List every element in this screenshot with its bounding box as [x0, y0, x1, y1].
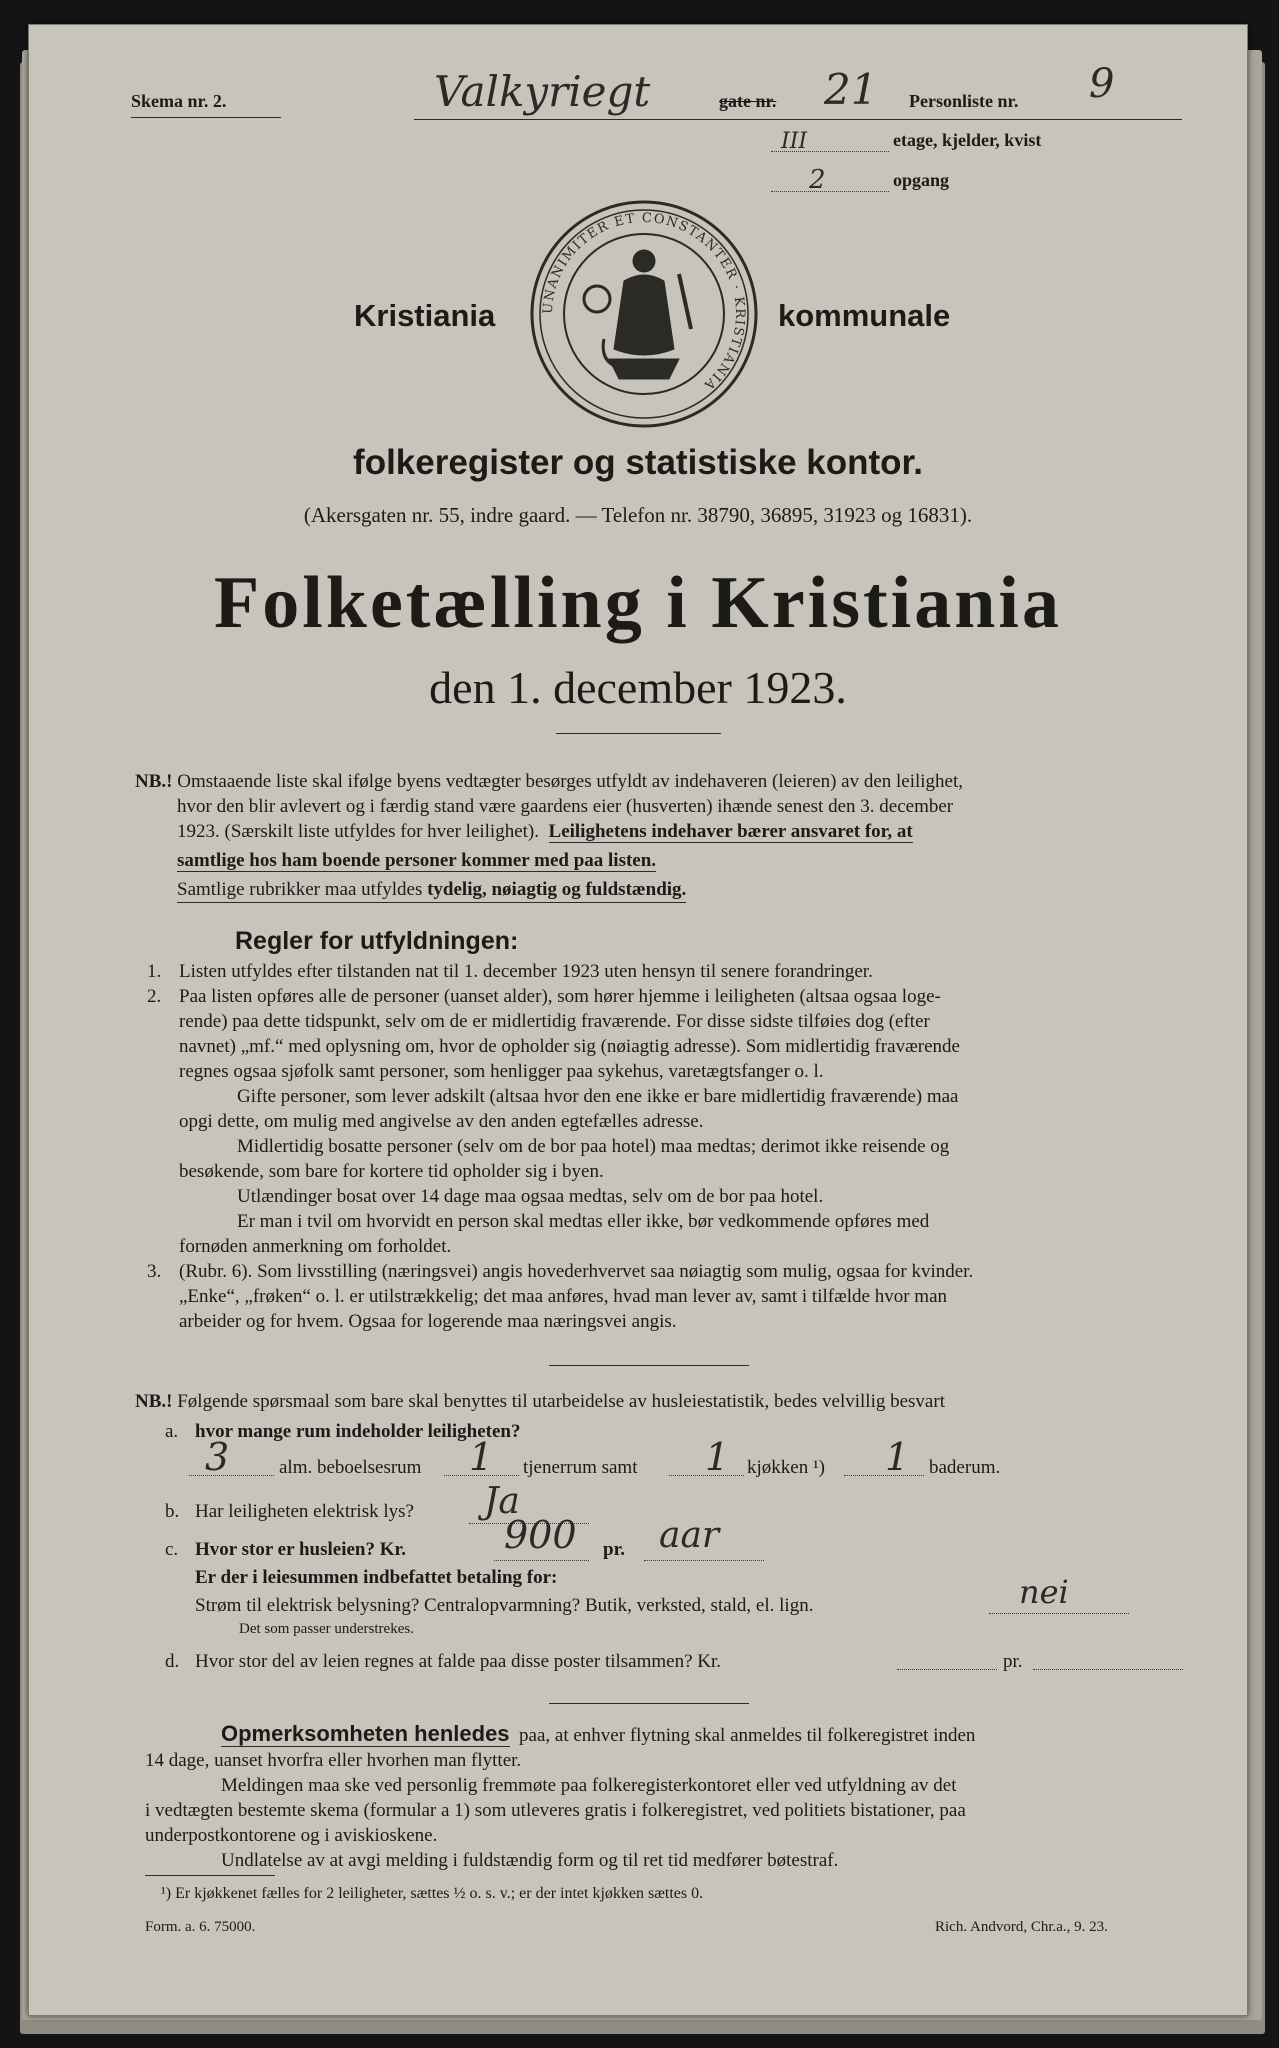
rooms-count-line — [189, 1475, 274, 1476]
opgang-dotted-line — [771, 191, 889, 192]
nb-line-2: hvor den blir avlevert og i færdig stand være gaardens eier (husverten) ihænde senest den 3. december — [177, 796, 954, 817]
housing-nb-label: NB.! — [135, 1391, 173, 1412]
rule-2-number: 2. — [147, 986, 162, 1007]
nb-line-5b: tydelig, nøiagtig og fuldstændig. — [427, 879, 687, 900]
personliste-number-handwritten: 9 — [1089, 61, 1115, 107]
seal-ring-text: UNANIMITER ET CONSTANTER · KRISTIANIA — [540, 210, 748, 394]
moving-notice — [145, 1721, 1187, 1873]
rule-3-line-2: „Enke“, „frøken“ o. l. er utilstrækkelig; det maa anføres, hvad man lever av, samt i tilfælde hvor man — [179, 1286, 948, 1307]
nb-line-5a: Samtlige rubrikker maa utfyldes — [177, 879, 428, 900]
rule-3-line-3: arbeider og for hvem. Ogsaa for logerende maa næringsvei angis. — [179, 1311, 677, 1332]
gate-number-handwritten: 21 — [824, 65, 878, 114]
rule-2-line-5: Gifte personer, som lever adskilt (altsaa hvor den ene ikke er bare midlertidig fraværende) maa — [237, 1086, 959, 1107]
census-form-page — [28, 24, 1248, 2016]
question-d-amount-line — [897, 1669, 997, 1670]
notice-line-6: Undlatelse av at avgi melding i fuldstændig form og til ret tid medfører bøtestraf. — [221, 1850, 839, 1871]
rule-2-line-4: regnes ogsaa sjøfolk samt personer, som henligger paa sykehus, varetægtsfanger o. l. — [179, 1061, 824, 1082]
notice-line-1: paa, at enhver flytning skal anmeldes til folkeregistret inden — [519, 1725, 976, 1746]
notice-line-2: 14 dage, uanset hvorfra eller hvorhen man flytter. — [145, 1750, 522, 1771]
rule-2-line-1: Paa listen opføres alle de personer (uanset alder), som hører hjemme i leiligheten (altsaa ogsaa loge- — [179, 986, 941, 1007]
title-divider — [556, 733, 721, 734]
rule-1-number: 1. — [147, 961, 162, 982]
housing-intro-text: Følgende spørsmaal som bare skal benyttes til utarbeidelse av husleiestatistik, bedes velvillig besvart — [177, 1391, 945, 1412]
rent-includes-items: Strøm til elektrisk belysning? Centralopvarmning? Butik, verksted, stald, el. lign. — [195, 1595, 814, 1616]
rule-2-line-6: opgi dette, om mulig med angivelse av den anden egtefælles adresse. — [179, 1111, 704, 1132]
office-address: (Akersgaten nr. 55, indre gaard. — Telefon nr. 38790, 36895, 31923 og 16831). — [303, 503, 973, 527]
rule-2-line-2: rende) paa dette tidspunkt, selv om de er midlertidig fraværende. For disse sidste tilføies dog (efter — [179, 1011, 930, 1032]
question-a-text: hvor mange rum indeholder leiligheten? — [195, 1421, 521, 1442]
etage-handwritten: III — [781, 129, 808, 154]
rent-includes-heading: Er der i leiesummen indbefattet betaling for: — [195, 1567, 558, 1588]
rent-includes-line — [989, 1613, 1129, 1614]
opgang-handwritten: 2 — [809, 165, 826, 195]
nb-label: NB.! — [135, 771, 173, 792]
nb-line-3a: 1923. (Særskilt liste utfyldes for hver leilighet). — [177, 821, 540, 842]
seal-right-text: kommunale — [778, 298, 951, 333]
question-c-label: c. — [165, 1539, 179, 1560]
rule-3-line-1: (Rubr. 6). Som livsstilling (næringsvei) angis hovederhvervet saa nøiagtig som mulig, ogsaa for kvinder. — [179, 1261, 974, 1282]
rent-includes-note: Det som passer understrekes. — [239, 1621, 414, 1637]
opgang-label: opgang — [893, 170, 950, 190]
form-number: Form. a. 6. 75000. — [145, 1919, 256, 1935]
rules-list — [147, 959, 1187, 1334]
rule-2-line-9: Utlændinger bosat over 14 dage maa ogsaa medtas, selv om de bor paa hotel. — [237, 1186, 824, 1207]
header-address-line — [414, 119, 1182, 120]
main-title: Folketælling i Kristiania — [214, 562, 1062, 644]
printer-imprint: Rich. Andvord, Chr.a., 9. 23. — [935, 1919, 1108, 1935]
rent-amount-handwritten: 900 — [504, 1513, 577, 1557]
nb-line-3b: Leilighetens indehaver bærer ansvaret for, at — [548, 821, 913, 842]
kristiania-city-seal — [529, 199, 759, 429]
street-name-handwritten: Valkyriegt — [434, 67, 651, 116]
etage-dotted-line — [771, 151, 889, 152]
skema-underline — [131, 117, 281, 118]
office-title: folkeregister og statistiske kontor. — [353, 443, 923, 482]
rule-2-line-10: Er man i tvil om hvorvidt en person skal medtas eller ikke, bør vedkommende opføres med — [237, 1211, 930, 1232]
question-b-text: Har leiligheten elektrisk lys? — [195, 1501, 414, 1522]
footnote: ¹) Er kjøkkenet fælles for 2 leiligheter, sættes ½ o. s. v.; er der intet kjøkken sættes 0. — [161, 1885, 704, 1902]
rule-1-text: Listen utfyldes efter tilstanden nat til 1. december 1923 uten hensyn til senere forandringer. — [179, 961, 873, 982]
rules-heading: Regler for utfyldningen: — [235, 927, 519, 955]
personliste-label: Personliste nr. — [909, 91, 1019, 111]
bath-count-handwritten: 1 — [885, 1435, 910, 1479]
seal-left-text: Kristiania — [354, 298, 496, 333]
rent-period-line — [644, 1560, 764, 1561]
rooms-count-label: alm. beboelsesrum — [279, 1457, 422, 1478]
skema-number: Skema nr. 2. — [131, 91, 227, 111]
rule-2-line-7: Midlertidig bosatte personer (selv om de bor paa hotel) maa medtas; derimot ikke reisende og — [237, 1136, 950, 1157]
etage-label: etage, kjelder, kvist — [893, 130, 1042, 150]
housing-divider — [549, 1703, 749, 1704]
question-c-text: Hvor stor er husleien? Kr. — [195, 1539, 406, 1560]
rent-period-handwritten: aar — [659, 1515, 720, 1556]
servant-room-handwritten: 1 — [469, 1435, 494, 1479]
notice-line-3: Meldingen maa ske ved personlig fremmøte paa folkeregisterkontoret eller ved utfyldning av det — [221, 1775, 957, 1796]
question-d-period-line — [1033, 1669, 1183, 1670]
rent-includes-handwritten: nei — [1019, 1573, 1069, 1611]
question-d-per-label: pr. — [1003, 1651, 1023, 1672]
servant-room-line — [444, 1475, 519, 1476]
footnote-rule — [145, 1875, 275, 1876]
nb-line-4: samtlige hos ham boende personer kommer med paa listen. — [177, 850, 657, 871]
rent-per-label: pr. — [603, 1539, 626, 1560]
bath-count-line — [844, 1475, 924, 1476]
rooms-count-handwritten: 3 — [205, 1435, 230, 1479]
bath-count-label: baderum. — [929, 1457, 1001, 1478]
servant-room-label: tjenerrum samt — [523, 1457, 638, 1478]
rule-2-line-3: navnet) „mf.“ med oplysning om, hvor de opholder sig (nøiagtig adresse). Som midlertidig fraværende — [179, 1036, 960, 1057]
rule-3-number: 3. — [147, 1261, 162, 1282]
notice-line-5: underpostkontorene og i aviskioskene. — [145, 1825, 438, 1846]
rules-divider — [549, 1365, 749, 1366]
notice-line-4: i vedtægten bestemte skema (formular a 1) som utleveres gratis i folkeregistret, ved politiets bistationer, paa — [145, 1800, 966, 1821]
notice-heading: Opmerksomheten henledes — [221, 1721, 510, 1746]
gate-label: gate nr. — [719, 91, 777, 111]
kitchen-count-label: kjøkken ¹) — [747, 1457, 825, 1478]
nb-line-1: Omstaaende liste skal ifølge byens vedtægter besørges utfyldt av indehaveren (leieren) av den leilighet, — [177, 771, 964, 792]
question-d-label: d. — [165, 1651, 180, 1672]
kitchen-count-line — [669, 1475, 744, 1476]
rent-amount-line — [494, 1560, 589, 1561]
housing-intro — [135, 1389, 945, 1414]
question-a-label: a. — [165, 1421, 179, 1442]
main-subtitle: den 1. december 1923. — [429, 662, 847, 713]
nb-paragraph — [135, 769, 1185, 902]
rule-2-line-8: besøkende, som bare for kortere tid opholder sig i byen. — [179, 1161, 604, 1182]
question-d-text: Hvor stor del av leien regnes at falde paa disse poster tilsammen? Kr. — [195, 1651, 722, 1672]
question-b-label: b. — [165, 1501, 180, 1522]
kitchen-count-handwritten: 1 — [705, 1435, 730, 1479]
rule-2-line-11: fornøden anmerkning om forholdet. — [179, 1236, 452, 1257]
electric-light-handwritten: Ja — [484, 1481, 520, 1522]
